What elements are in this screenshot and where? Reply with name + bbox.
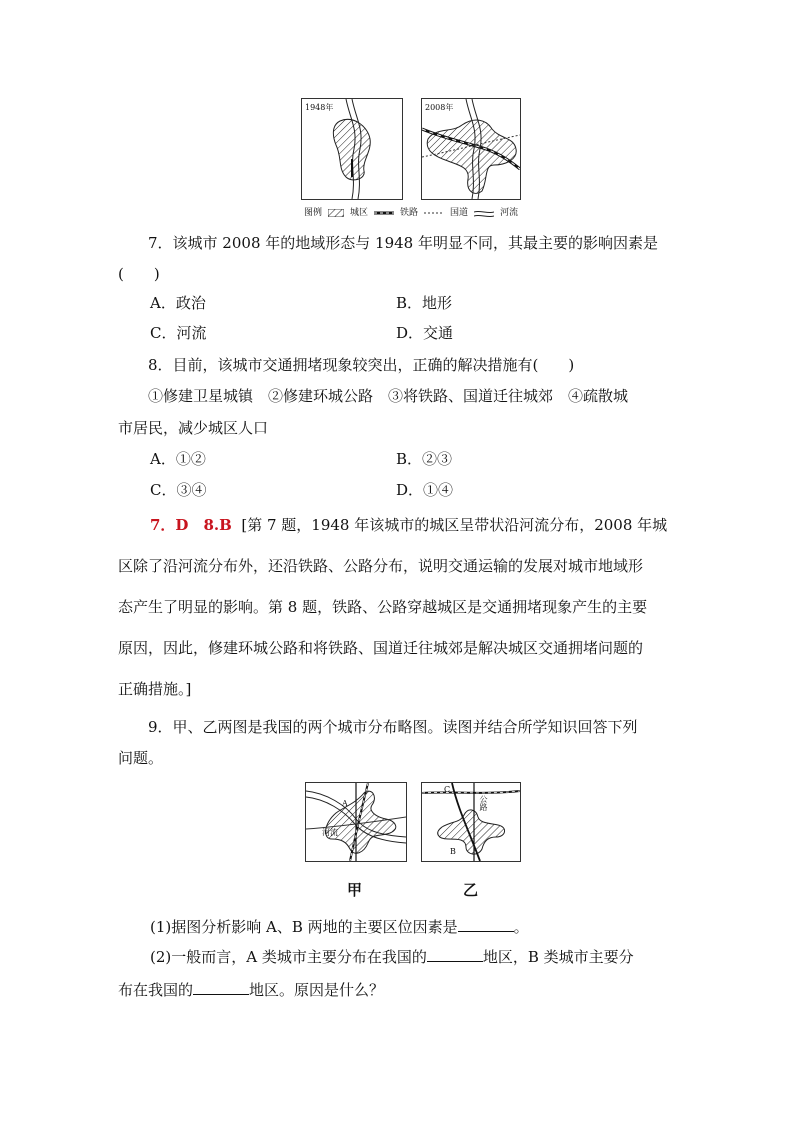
q9-sub2-blank2[interactable]	[193, 980, 249, 995]
q8-option-d: D．①④	[396, 481, 454, 499]
map-jia-label-river: 河流	[322, 828, 338, 837]
caption-jia: 甲	[347, 881, 363, 899]
q7-option-a: A．政治	[150, 294, 206, 312]
map-1948	[301, 98, 403, 200]
urban-swatch-icon	[328, 209, 344, 217]
map-yi	[421, 782, 521, 862]
map-1948-year: 1948年	[305, 103, 334, 112]
q9-sub2-part4: 地区。原因是什么？	[249, 981, 385, 999]
map-jia-label-a: A	[342, 799, 348, 808]
q8-option-a: A．①②	[150, 450, 206, 468]
answer-text-line1: [第 7 题，1948 年该城市的城区呈带状沿河流分布，2008 年城	[241, 516, 668, 534]
legend-river: 河流	[500, 208, 519, 218]
map-jia	[305, 782, 407, 862]
legend-national-road: 国道	[450, 208, 469, 218]
legend-urban: 城区	[350, 208, 369, 218]
map-yi-label-road: 公路	[479, 795, 488, 811]
legend-railway: 铁路	[400, 208, 419, 218]
answer-line3: 态产生了明显的影响。第 8 题，铁路、公路穿越城区是交通拥堵现象产生的主要	[118, 598, 648, 616]
national-road-swatch-icon	[424, 210, 444, 216]
answer-line4: 原因，因此，修建环城公路和将铁路、国道迁往城郊是解决城区交通拥堵问题的	[118, 639, 644, 657]
q9-sub2-part2: 地区，B 类城市主要分	[482, 948, 634, 966]
answer-line2: 区除了沿河流分布外，还沿铁路、公路分布，说明交通运输的发展对城市地域形	[118, 557, 644, 575]
figure1-legend	[304, 207, 518, 219]
legend-title: 图例	[304, 208, 323, 218]
map-yi-label-c: C	[444, 785, 451, 794]
answer-line5: 正确措施。]	[118, 680, 192, 698]
q7-stem-line1: 7．该城市 2008 年的地域形态与 1948 年明显不同，其最主要的影响因素是	[148, 234, 658, 252]
q8-items-line2: 市居民，减少城区人口	[118, 419, 269, 437]
q8-option-c: C．③④	[150, 481, 207, 499]
caption-yi: 乙	[463, 881, 479, 899]
q9-sub1-end: 。	[513, 918, 529, 936]
q7-stem-line2: ( )	[118, 265, 160, 283]
answer-line1	[150, 515, 667, 535]
railway-swatch-icon	[374, 210, 394, 216]
answer-label: 7．D 8.B	[150, 516, 232, 534]
q9-sub1-text: (1)据图分析影响 A、B 两地的主要区位因素是	[150, 918, 458, 936]
map-yi-label-b: B	[450, 847, 456, 856]
q7-option-d: D．交通	[396, 324, 454, 342]
q9-sub2-line1	[150, 947, 634, 967]
map-2008	[421, 98, 521, 200]
q9-sub2-part3: 布在我国的	[118, 981, 194, 999]
q9-sub2-blank1[interactable]	[427, 947, 483, 962]
q9-sub1	[150, 917, 529, 937]
q7-option-c: C．河流	[150, 324, 207, 342]
q7-option-b: B．地形	[396, 294, 453, 312]
map-2008-year: 2008年	[425, 103, 454, 112]
q9-sub2-part1: (2)一般而言，A 类城市主要分布在我国的	[150, 948, 427, 966]
q9-sub2-line2	[118, 980, 384, 1000]
river-swatch-icon	[474, 209, 494, 217]
q8-items-line1: ①修建卫星城镇 ②修建环城公路 ③将铁路、国道迁往城郊 ④疏散城	[148, 387, 629, 405]
q9-stem-line2: 问题。	[118, 749, 164, 767]
q8-stem: 8．目前，该城市交通拥堵现象较突出，正确的解决措施有( )	[148, 356, 575, 374]
q8-option-b: B．②③	[396, 450, 453, 468]
q9-sub1-blank[interactable]	[458, 917, 514, 932]
q9-stem-line1: 9．甲、乙两图是我国的两个城市分布略图。读图并结合所学知识回答下列	[148, 718, 638, 736]
